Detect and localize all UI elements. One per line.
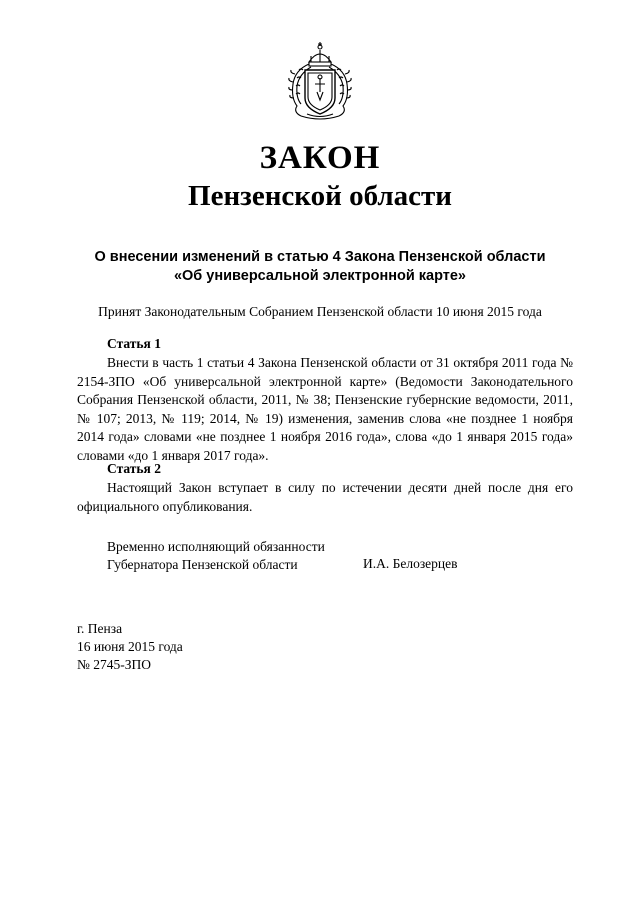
signing-date: 16 июня 2015 года (77, 639, 183, 654)
article-2-text: Настоящий Закон вступает в силу по истечении десяти дней после дня его официального опубликования. (77, 480, 573, 514)
signatory-name: И.А. Белозерцев (363, 556, 458, 571)
law-number: № 2745-ЗПО (77, 657, 152, 672)
law-subject-line1: О внесении изменений в статью 4 Закона Пензенской области (94, 249, 546, 265)
coat-of-arms-icon (287, 40, 353, 122)
signatory-position-line2: Губернатора Пензенской области (107, 557, 298, 572)
place-date-number (77, 620, 183, 674)
city: г. Пенза (77, 621, 123, 636)
signatory-position (107, 538, 325, 574)
document-title: ЗАКОН (259, 140, 381, 176)
document-subtitle: Пензенской области (188, 180, 452, 212)
article-1-text: Внести в часть 1 статьи 4 Закона Пензенской области от 31 октября 2011 года № 2154-ЗПО «Об универсальной электронной карте» (Ведомости Законодательного Собрания Пензенской области, 2011, № 38; Пензенские губернские ведомости, 2011, № 107; 2013, № 119; 2014, № 19) изменения, заменив слова «не позднее 1 ноября 2014 года» словами «не позднее 1 ноября 2016 года», слова «до 1 января 2015 года» словами «до 1 января 2017 года». (77, 355, 573, 463)
article-2-heading: Статья 2 (107, 461, 161, 476)
law-subject-line2: «Об универсальной электронной карте» (173, 268, 467, 284)
adoption-note: Принят Законодательным Собранием Пензенской области 10 июня 2015 года (98, 304, 542, 319)
article-1-heading: Статья 1 (107, 336, 161, 351)
law-subject (60, 248, 580, 286)
signatory-position-line1: Временно исполняющий обязанности (107, 539, 325, 554)
